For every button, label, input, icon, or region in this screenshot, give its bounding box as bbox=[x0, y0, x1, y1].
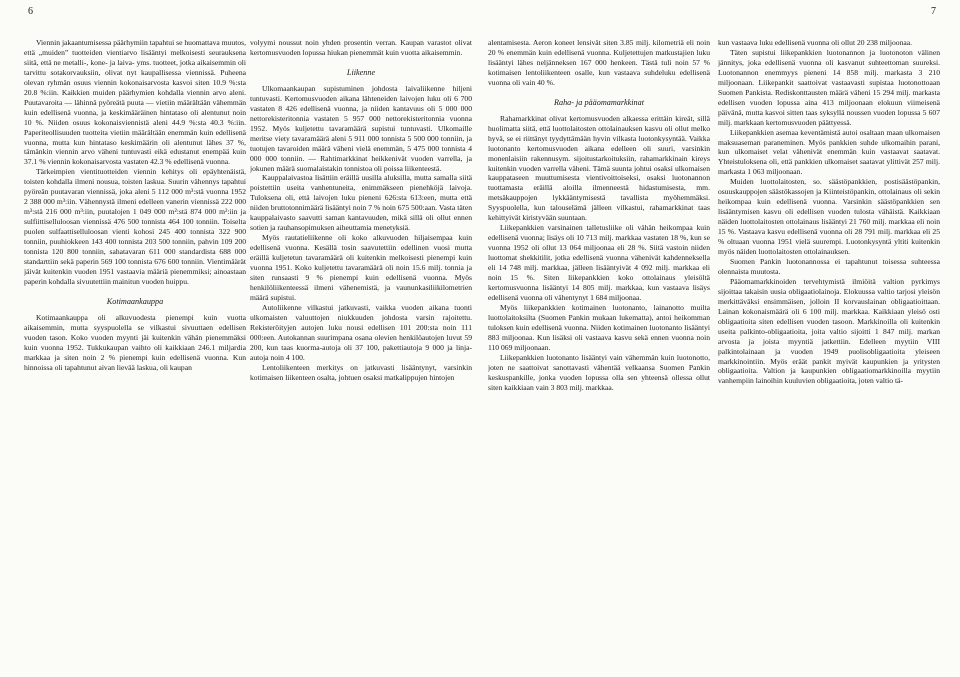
paragraph: Suomen Pankin luotonannossa ei tapahtunut toisessa suhteessa olennaista muutosta. bbox=[718, 256, 940, 276]
text-column-2 bbox=[250, 38, 472, 670]
section-heading: Kotimaankauppa bbox=[106, 296, 164, 306]
paragraph: alentamisesta. Aeron koneet lensivät siten 3.85 milj. kilometriä eli noin 20 % enemmän kuin edellisenä vuonna. Kuljetettujen matkustajien luku lisääntyi lähes neljänneksen 167 000 henkeen. Tästä tuli noin 57 % kotimaisen lentoliikenteen osalle, kun vastaava suhdeluku edellisenä vuonna oli vain 40 %. bbox=[488, 38, 710, 87]
paragraph: Rahamarkkinat olivat kertomusvuoden alkaessa erittäin kireät, sillä huolimatta siitä, että luottolaitosten ottolainauksen kasvu oli ollut melko hyvä, se ei riittänyt tyydyttämään hyvin vilkasta luotonkysyntää. Vaikka luotonanto kertomusvuoden aikana edelleen oli suuri, varsinkin monenlaisiin rakennusym. sijoitustarkoituksiin, rahamarkkinain kireys kuitenkin vuoden varrella väheni. Tämä suunta johtui osaksi ulkomaisen kauppataseen muuttumisesta vientivoittoiseksi, osaksi luotonannon tuottamasta eräillä aloilla ilmenneestä hidastumisesta, mm. metsäkauppojen lykkääntymisestä tavallista myöhemmäksi. Syyspuolella, kun talouselämä jälleen vilkastui, rahamarkkinat taas kehittyivät kiristyvään suuntaan. bbox=[488, 113, 710, 223]
paragraph: Tärkeimpien vientituotteiden viennin kehitys oli epäyhtenäistä, toisten kohdalla ilmeni nousua, toisten laskua. Suurin vähennys tapahtui pyöreän puutavaran viennissä, joka aleni 5 112 000 m³:stä vuonna 1952 2 388 000 m³:iin. Vähennystä ilmeni edelleen vanerin viennissä 222 000 m³:stä 216 000 m³:iin, puutalojen 1 049 000 m²:stä 874 000 m²:iin ja sulfiittiselluloosan viennissä 476 500 tonnista 464 100 tonniin. Toiselta puolen sulfaattiselluloosan vienti kohosi 245 400 tonnista 322 900 tonniin, puuhiokkeen 143 400 tonnista 203 500 tonniin, pahvin 109 200 tonnista 120 800 tonniin, sahatavaran 611 000 standardista 688 000 standarttiin sekä paperin 569 100 tonnista 676 600 tonniin. Vientimäärät jäivät kuitenkin vuoden 1951 vastaavia määriä pienemmiksi; ainoastaan paperin kohdalla sivuutettiin mainitun vuoden huippu. bbox=[24, 167, 246, 286]
paragraph: Ulkomaankaupan supistuminen johdosta laivaliikenne hiljeni tuntuvasti. Kertomusvuoden aikana lähteneiden laivojen luku oli 6 700 vastaten 8 426 edellisenä vuonna, ja niiden kantavuus oli 5 000 000 nettorekisteritonnia vastaten 5 957 000 nettorekisteritonnia vuonna 1952. Myös kuljetettu tavaramäärä supistui tuntuvasti. Ulkomaille meritse viety tavaramäärä aleni 5 911 000 tonnista 5 500 000 tonniin, ja tuotujen tavaroiden määrä väheni vielä enemmän, 5 475 000 tonnista 4 000 000 tonniin. — Rahtimarkkinat heikkenivät vuoden varrella, ja jokunen määrä suomalaistakin tonnistoa oli poissa liikenteestä. bbox=[250, 83, 472, 173]
paragraph: Pääomamarkkinoiden tervehtymistä ilmiöitä valtion pyrkimys sijoittaa takaisin uusia obligaatiolainoja. Elokuussa valtio tarjosi yleisön merkittäväksi ensimmäisen, jolloin II korvauslainan obligaatioittaan. Lainan kokonaismäärä oli 6 100 milj. markkaa. Kaikkiaan yleisö osti obligaatioita siten edellisen vuoden tasoon. Markkinoilla oli kuitenkin useita palkinto-obligaatioita, joita valtio sijoitti 1 847 milj. markan arvosta ja joista myyntiä jatkettiin. Edelleen myytiin VIII palkintolainaan ja vuoden 1949 puolisobligaatioita yleiseen markkinointiin. Myös eräät pankit myivät kaupunkien ja yritysten obligaatioita. Valtion ja kaupunkien obligaatiomarkkinoilla myytiin vanhempiin lainoihin kuuluvien obligaatioita, joten valtio tä- bbox=[718, 276, 940, 386]
paragraph: Kauppalaivastoa lisättiin eräillä uusilla aluksilla, mutta samalla siitä poistettiin useita vanhentuneita, enimmäkseen pienehköjä laivoja. Tuloksena oli, että laivojen luku pieneni 626:sta 613:een, mutta että niiden bruttotonnimäärä lisääntyi noin 7 % noin 675 500:aan. Vasta täten kauppalaivasto saavutti saman kantavuuden, mikä sillä oli ollut ennen sotien ja rauhansopimuksen aiheuttamia menetyksiä. bbox=[250, 173, 472, 233]
paragraph: Autoliikenne vilkastui jatkuvasti, vaikka vuoden aikana tuonti ulkomaisten valuuttojen niukkuuden johdosta varsin rajoitettu. Rekisteröityjen autojen luku nousi edellisen 101 200:sta noin 111 000:een. Autokannan suurimpana osana olevien henkilöautojen luvut 59 200, kun taas kuorma-autoja oli 37 100, pakettiautoja 9 000 ja linja-autoja noin 4 100. bbox=[250, 302, 472, 362]
text-column-3 bbox=[488, 38, 710, 670]
paragraph: Liikepankkien luotonanto lisääntyi vain vähemmän kuin luotonotto, joten ne saattoivat sanottavasti vähentää velkaansa Suomen Pankin keskuspankille, jonka vuoden lopussa olla sen yhteensä ollessa ollut siten kaikkiaan vain 3 803 milj. markkaa. bbox=[488, 352, 710, 392]
paragraph: Myös liikepankkien kotimainen luotonanto, lainanotto muilta luottolaitoksilta (Suomen Pankin mukaan lukematta), antoi heikomman tuloksen kuin edellisenä vuonna. Niiden kotimainen luotonanto lisääntyi 883 miljoonaa. Kun lisäksi oli vastaava kasvu sekä ennen vuonna noin 110 069 miljoonaan. bbox=[488, 302, 710, 352]
section-heading: Liikenne bbox=[346, 67, 376, 77]
paragraph: Muiden luottolaitosten, so. säästöpankkien, postisäästöpankin, osuuskauppojen säästökassojen ja Kiinteistöpankin, ottolainaus oli sekin heikompaa kuin edellisenä vuonna. Varsinkin säästöpankkien sen lisääntymisen kasvu oli edellisen vuoden tulosta vähäistä. Kaikkiaan näiden luottolaitosten ottolainaus lisääntyi 21 760 milj. markkaa eli noin 15 %. Vastaava kasvu edellisenä vuonna oli 28 791 milj. markkaa eli 25 % oltuaan vuonna 1951 vielä suurempi. Luotonkysyntä yltiti kuitenkin myös näiden luottolaitosten ottolainauksen. bbox=[718, 177, 940, 257]
paragraph: Täten supistui liikepankkien luotonannon ja luotonoton välinen jännitys, joka edellisenä vuonna oli kasvanut suhteettoman suureksi. Luotonannon enemmyys pieneni 14 858 milj. markasta 3 210 miljoonaan. Liikepankit saattoivat vastaavasti supistaa luotonottoaan Suomen Pankista. Rediskonttausten määrä väheni 15 294 milj. markasta edellisen vuoden lopussa aina 413 miljoonaan elokuun viimeisenä päivänä, mutta kasvoi sitten taas syksyllä noussen vuoden lopussa 5 607 milj. markkaan kertomusvuoden päättyessä. bbox=[718, 47, 940, 127]
paragraph: Lentoliikenteen merkitys on jatkuvasti lisääntynyt, varsinkin kotimaisen liikenteen osalta, johtuen osaksi matkalippujen hintojen bbox=[250, 362, 472, 382]
text-column-1 bbox=[24, 38, 246, 670]
paragraph: Myös rautatieliikenne oli koko alkuvuoden hiljaisempaa kuin edellisenä vuonna. Kesällä tosin saavutettiin edellinen vuosi mutta eräillä kuljetetun tavaramäärä oli kuitenkin melkoisesti pienempi kuin vuonna 1951. Koko kuljetettu tavaramäärä oli noin 15.6 milj. tonnia ja siten runsaasti 9 % pienempi kuin edellisenä vuonna. Myös henkilöliikenteessä ilmeni vähenemistä, ja vaununkasiliikilometrien määrä supistui. bbox=[250, 233, 472, 302]
paragraph: Liikepankkien varsinainen talletusliike oli vähän heikompaa kuin edellisenä vuonna; lisäys oli 10 713 milj. markkaa vastaten 18 %, kun se vuonna 1952 oli ollut 13 064 miljoonaa eli 28 %. Siitä vastoin niiden luottomat shekkitilit, jotka edellisenä vuonna vähenivät kahdenneksella eli 14 748 milj. markkaa, jälleen lisääntyivät 4 092 milj. markkaa eli noin 15 %. Siten liikepankkien koko ottolainaus yleisöltä kertomusvuonna lisääntyi 14 805 milj. markkaa, kun vastaava lisäys edellisenä vuonna oli vähentynyt 1 684 miljoonaa. bbox=[488, 223, 710, 302]
paragraph: kun vastaava luku edellisenä vuonna oli ollut 20 238 miljoonaa. bbox=[718, 38, 913, 47]
paragraph: Liikepankkien asemaa keventämistä autoi osaltaan maan ulkomaisen maksuaseman paraneminen. Myös pankkien suhde ulkomaihin parani, kun ulkomaiset velat vähenivät enemmän kuin vastaavat saatavat. Yhteistuloksena oli, että pankkien ulkomaiset saatavat ylittivät 257 milj. markasta 1 063 miljoonaan. bbox=[718, 127, 940, 177]
page-number-right: 7 bbox=[931, 6, 936, 17]
page-number-left: 6 bbox=[28, 6, 33, 17]
section-heading: Raha- ja pääomamarkkinat bbox=[553, 97, 645, 107]
paragraph: Viennin jakaantumisessa päärhymiin tapahtui se huomattava muutos, että „muiden” tuotteiden vientiarvo lisääntyi melkoisesti seurauksena siitä, että ne metalli-, kone- ja laiva- yms. tuotteet, jotka aikaisemmin oli tarvittu sotakorvauksiin, olivat nyt kaupallisessa viennissä. Puheena olevan ryhmän osuus viennin kokonaisarvosta kasvoi siten 10.9 %:sta 20.8 %:iin. Kaikkien muiden päärhymien kohdalla viennin arvo aleni. Puutavaroita — lähinnä pyöreätä puuta — vietiin määrältään vähemmän kuin edellisenä vuonna, ja keskimääräinen hintataso oli alentunut noin 10 %. Niiden osuus kokonaisviennistä aleni 44.9 %:sta 40.3 %:iin. Paperiteollisuuden tuotteita vietiin määrältään enemmän kuin edellisenä vuonna, mutta kun hintataso keskimäärin oli alentunut lähes 37 %, tämänkin viennin arvo väheni tuntuvasti eikä edustanut enempää kuin 37.1 % viennin kokonaisarvosta vastaten 42.3 % edellisenä vuonna. bbox=[24, 38, 246, 167]
paragraph: volyymi noussut noin yhden prosentin verran. Kaupan varastot olivat kertomusvuoden lopussa hiukan pienemmät kuin vuotta aikaisemmin. bbox=[250, 38, 472, 57]
text-column-4 bbox=[718, 38, 940, 670]
paragraph: Kotimaankauppa oli alkuvuodesta pienempi kuin vuotta aikaisemmin, mutta syyspuolella se vilkastui sivuuttaen edellisen vuoden tason. Koko vuoden myynti jäi kuitenkin vähän pienemmäksi kuin vuonna 1952. Tukkukaupan vaihto oli kaikkiaan 246.1 miljardia markkaa ja siten noin 2 % pienempi kuin edellisenä vuonna. Kun hinnoissa oli tapahtunut aivan lievää laskua, oli kaupan bbox=[24, 312, 246, 372]
